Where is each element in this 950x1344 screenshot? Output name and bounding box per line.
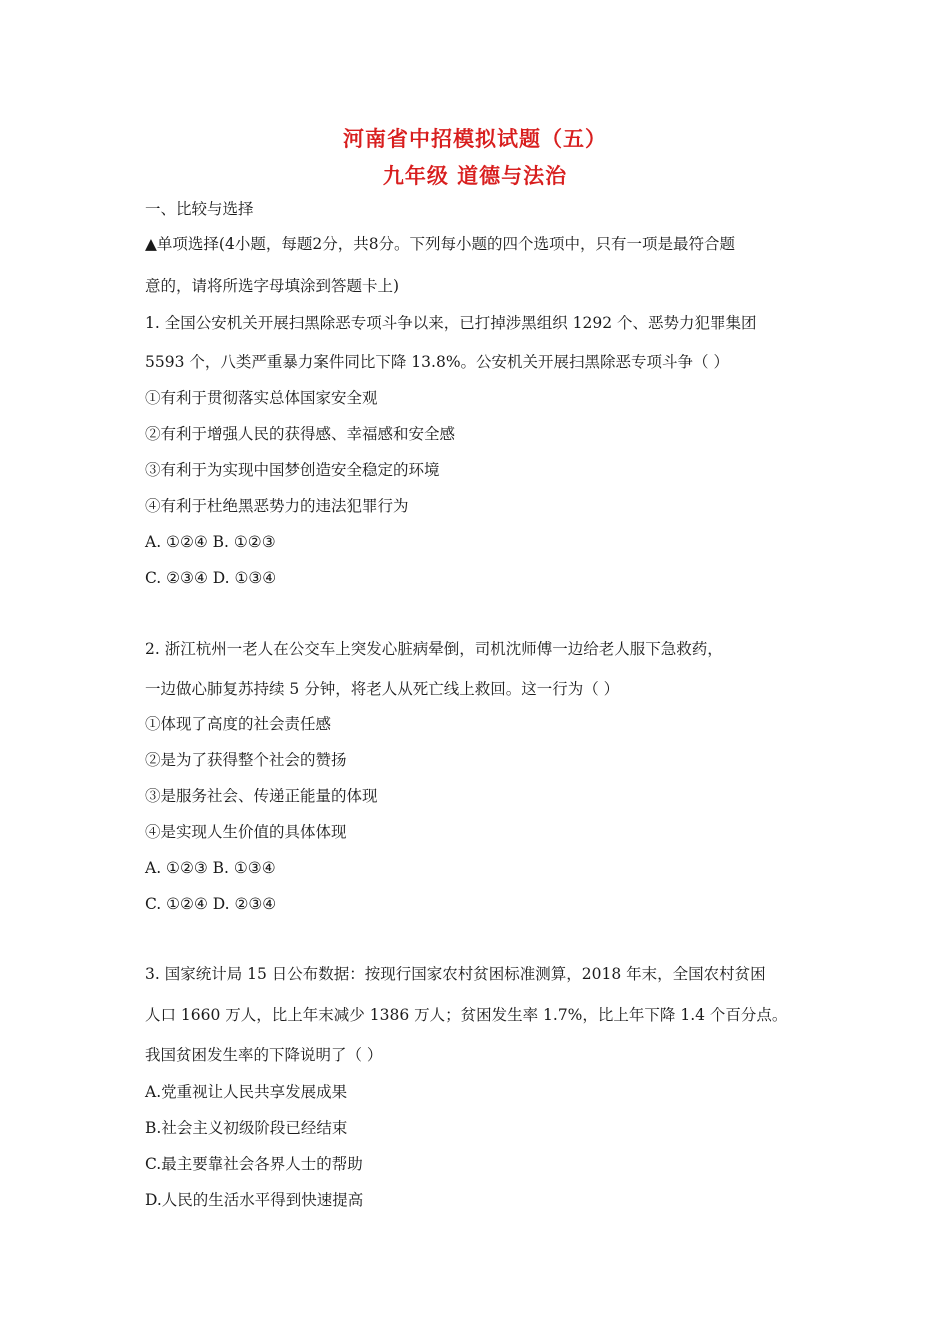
page-title: 河南省中招模拟试题（五）: [343, 127, 607, 151]
question-1-options: A. ①②④ B. ①②③: [145, 533, 276, 551]
question-1-item: ②有利于增强人民的获得感、幸福感和安全感: [145, 425, 456, 443]
question-2-options: A. ①②③ B. ①③④: [145, 859, 276, 877]
question-2-item: ④是实现人生价值的具体体现: [145, 823, 347, 841]
question-3-stem: 我国贫困发生率的下降说明了（ ）: [145, 1046, 383, 1064]
question-2-item: ②是为了获得整个社会的赞扬: [145, 751, 347, 769]
question-3-option: A.党重视让人民共享发展成果: [145, 1083, 348, 1101]
question-2-stem: 2. 浙江杭州一老人在公交车上突发心脏病晕倒，司机沈师傅一边给老人服下急救药，: [145, 640, 723, 658]
instruction-line: 意的，请将所选字母填涂到答题卡上): [145, 277, 400, 295]
question-2-item: ①体现了高度的社会责任感: [145, 715, 332, 733]
question-3-option: B.社会主义初级阶段已经结束: [145, 1119, 348, 1137]
page-subtitle: 九年级 道德与法治: [382, 164, 568, 188]
question-1-item: ③有利于为实现中国梦创造安全稳定的环境: [145, 461, 440, 479]
question-1-options: C. ②③④ D. ①③④: [145, 569, 277, 587]
question-2-options: C. ①②④ D. ②③④: [145, 895, 277, 913]
instruction-line: ▲单项选择(4小题，每题2分，共8分。下列每小题的四个选项中，只有一项是最符合题: [145, 235, 736, 253]
question-1-item: ①有利于贯彻落实总体国家安全观: [145, 389, 378, 407]
question-1-item: ④有利于杜绝黑恶势力的违法犯罪行为: [145, 497, 409, 515]
question-3-stem: 人口 1660 万人，比上年末减少 1386 万人；贫困发生率 1.7%，比上年下降 1.4 个百分点。: [145, 1006, 788, 1024]
question-3-option: D.人民的生活水平得到快速提高: [145, 1191, 364, 1209]
question-1-stem: 1. 全国公安机关开展扫黑除恶专项斗争以来，已打掉涉黑组织 1292 个、恶势力犯罪集团: [145, 314, 757, 332]
question-3-stem: 3. 国家统计局 15 日公布数据：按现行国家农村贫困标准测算，2018 年末，全国农村贫困: [145, 965, 766, 983]
question-1-stem: 5593 个，八类严重暴力案件同比下降 13.8%。公安机关开展扫黑除恶专项斗争（ ）: [145, 353, 729, 371]
question-2-stem: 一边做心肺复苏持续 5 分钟，将老人从死亡线上救回。这一行为（ ）: [145, 680, 620, 698]
question-2-item: ③是服务社会、传递正能量的体现: [145, 787, 378, 805]
section-heading: 一、比较与选择: [145, 200, 254, 218]
question-3-option: C.最主要靠社会各界人士的帮助: [145, 1155, 363, 1173]
